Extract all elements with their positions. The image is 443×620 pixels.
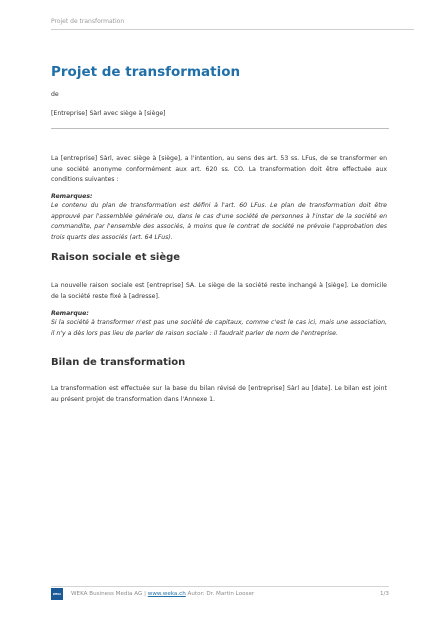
footer-text: [71, 591, 254, 597]
section-raison-sociale-text: La nouvelle raison sociale est [entreprise] SA. Le siège de la société reste inchangé à [siège]. Le domicile de la société reste fixé à [adresse].: [51, 282, 387, 300]
remarks-text: Le contenu du plan de transformation est défini à l'art. 60 LFus. Le plan de transformation doit être approuvé par l'assemblée générale ou, dans le cas d'une société de personnes à l'instar de la société en commandite, par l'ensemble des associés, à moins que le contrat de société ne prévoie l'approbation des trois quarts des associés (art. 64 LFus).: [51, 202, 387, 241]
section-raison-sociale-remark-heading: Remarque:: [51, 310, 89, 317]
footer-company: WEKA Business Media AG |: [71, 591, 146, 597]
title-divider: [51, 128, 389, 129]
page-title: Projet de transformation: [51, 64, 241, 80]
section-raison-sociale-remark-text: Si la société à transformer n'est pas une société de capitaux, comme c'est le cas ici, mais une association, il n'y a dès lors pas lieu de parler de raison sociale : il faudrait parler de nom de l'entreprise.: [51, 319, 387, 337]
remarks-heading: Remarques:: [51, 193, 93, 200]
running-header: Projet de transformation: [51, 18, 125, 25]
weka-logo: [51, 588, 63, 600]
footer-author: Autor: Dr. Martin Looser: [187, 591, 255, 597]
subtitle-de: de: [51, 91, 59, 98]
header-divider: [51, 29, 414, 30]
section-bilan-title: Bilan de transformation: [51, 357, 186, 368]
section-bilan-text: La transformation est effectuée sur la base du bilan révisé de [entreprise] Sàrl au [date]. Le bilan est joint au présent projet de transformation dans l'Annexe 1.: [51, 385, 387, 403]
page-number: 1/3: [379, 591, 389, 597]
footer-divider: [51, 586, 389, 587]
intro-paragraph: La [entreprise] Sàrl, avec siège à [siège], a l'intention, au sens des art. 53 ss. LFus, de se transformer en une société anonyme conformément aux art. 620 ss. CO. La transformation doit être effectuée aux conditions suivantes :: [51, 155, 387, 183]
company-line: [Entreprise] Sàrl avec siège à [siège]: [51, 110, 166, 117]
section-raison-sociale-title: Raison sociale et siège: [51, 252, 181, 263]
footer-link[interactable]: www.weka.ch: [147, 591, 186, 597]
logo-text: WEKA: [52, 592, 62, 596]
